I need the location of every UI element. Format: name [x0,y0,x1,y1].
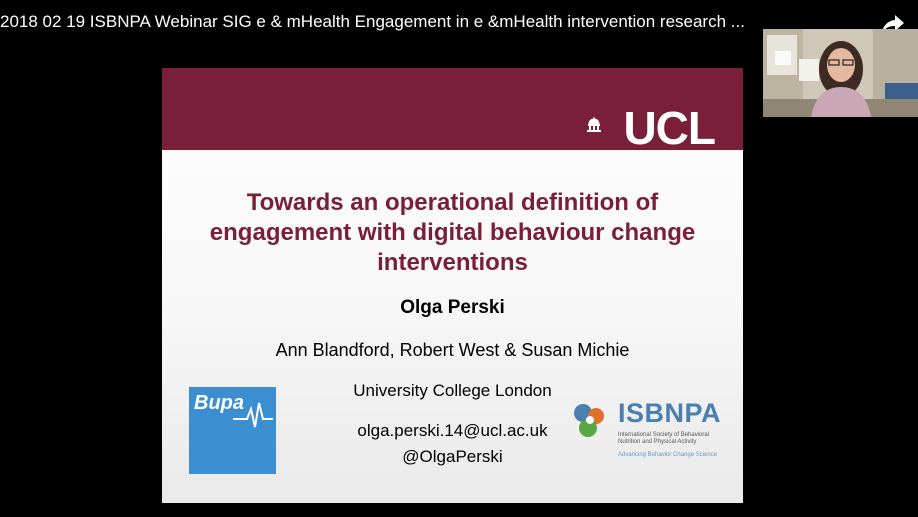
isbnpa-swirl-icon [570,400,610,440]
slide-title-line: interventions [377,249,528,276]
twitter-handle: @OlgaPerski [402,447,503,466]
contact-email: olga.perski.14@ucl.ac.uk [357,421,548,440]
isbnpa-tagline: Advancing Behavior Change Science [618,452,718,458]
co-authors: Ann Blandford, Robert West & Susan Michie [275,340,630,360]
bupa-logo [189,387,276,474]
isbnpa-logo [570,398,730,462]
affiliation: University College London [353,381,552,400]
presenter-webcam [763,29,918,117]
presenter-name: Olga Perski [400,297,505,318]
presentation-slide [162,68,743,503]
isbnpa-subtitle: International Society of Behavioral Nutrition and Physical Activity [618,432,710,445]
slide-title-line: engagement with digital behaviour change [209,219,696,246]
video-title[interactable]: 2018 02 19 ISBNPA Webinar SIG e & mHealth Engagement in e &mHealth intervention research ... [0,12,745,31]
ucl-logo: UCL [623,102,715,154]
slide-title [182,188,723,278]
ucl-dome-icon [586,116,602,132]
bupa-logo-text: Bupa [194,392,244,414]
heartbeat-icon [189,393,276,433]
isbnpa-name: ISBNPA [618,398,722,428]
slide-title-line: Towards an operational definition of [246,189,659,216]
